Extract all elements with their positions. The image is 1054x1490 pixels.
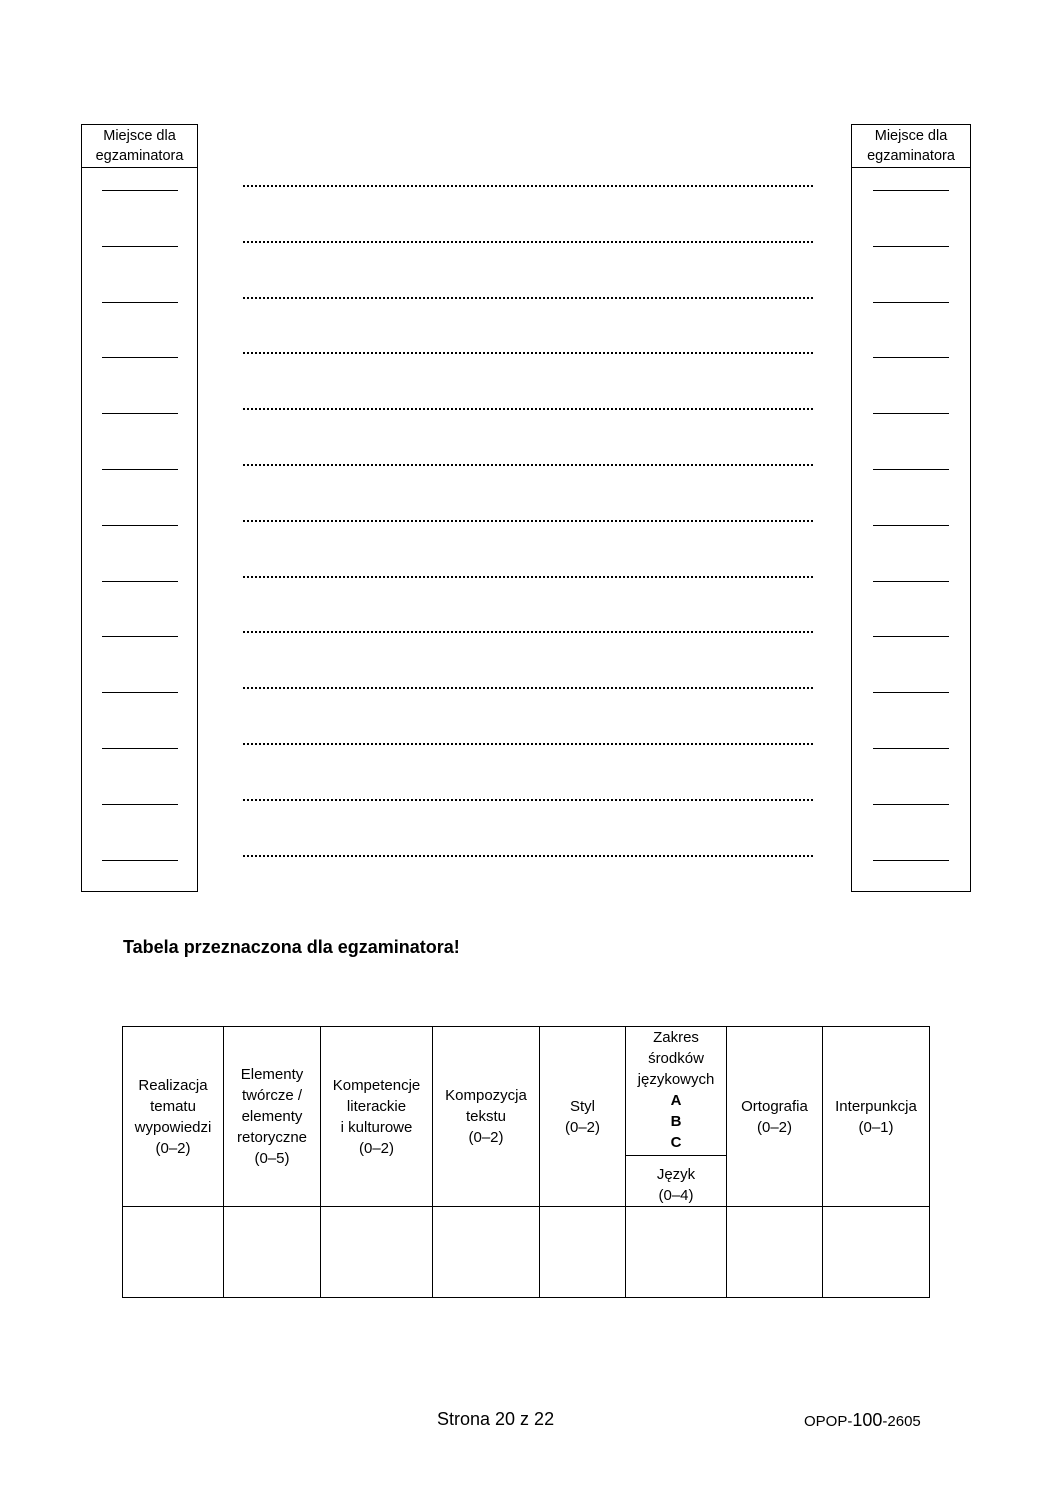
col-ortografia: Ortografia (0–2) [727,1027,823,1207]
score-cell[interactable] [224,1207,321,1298]
answer-dotted-line[interactable] [243,464,813,466]
left-score-line[interactable] [102,581,178,582]
right-score-line[interactable] [873,581,949,582]
score-cell[interactable] [123,1207,224,1298]
section-title: Tabela przeznaczona dla egzaminatora! [123,937,460,957]
right-score-line[interactable] [873,748,949,749]
right-score-line[interactable] [873,302,949,303]
answer-dotted-line[interactable] [243,743,813,745]
answer-dotted-line[interactable] [243,576,813,578]
right-score-line[interactable] [873,357,949,358]
col-styl: Styl (0–2) [540,1027,626,1207]
right-examiner-header [852,125,970,168]
left-examiner-column [81,124,198,892]
left-score-line[interactable] [102,636,178,637]
right-score-line[interactable] [873,636,949,637]
header-line-1: Miejsce dla [874,128,948,144]
exam-code: OPOP-100-2605 [804,1410,921,1430]
answer-dotted-line[interactable] [243,297,813,299]
score-cell[interactable] [433,1207,540,1298]
grading-table [122,1026,930,1298]
left-score-line[interactable] [102,748,178,749]
left-score-line[interactable] [102,469,178,470]
left-score-line[interactable] [102,357,178,358]
left-examiner-header [82,125,197,168]
answer-dotted-line[interactable] [243,855,813,857]
header-line-1: Miejsce dla [103,128,176,144]
grading-score-row [123,1207,930,1298]
answer-dotted-line[interactable] [243,687,813,689]
right-score-line[interactable] [873,469,949,470]
answer-dotted-line[interactable] [243,520,813,522]
answer-dotted-line[interactable] [243,241,813,243]
answer-dotted-line[interactable] [243,185,813,187]
answer-dotted-line[interactable] [243,352,813,354]
grading-header-row [123,1027,930,1207]
score-cell[interactable] [540,1207,626,1298]
right-score-line[interactable] [873,860,949,861]
right-score-line[interactable] [873,246,949,247]
left-score-line[interactable] [102,804,178,805]
left-score-line[interactable] [102,692,178,693]
score-cell[interactable] [727,1207,823,1298]
col-zakres: Zakres środków językowych A B C Język (0–4) [626,1027,727,1207]
score-cell[interactable] [823,1207,930,1298]
answer-dotted-line[interactable] [243,799,813,801]
col-elementy: Elementy twórcze / elementy retoryczne (0–5) [224,1027,321,1207]
abc-labels: A B C [670,1092,682,1151]
header-line-2: egzaminatora [95,148,184,164]
right-score-line[interactable] [873,692,949,693]
right-examiner-column [851,124,971,892]
right-score-line[interactable] [873,525,949,526]
header-line-2: egzaminatora [867,148,955,164]
col-kompetencje: Kompetencje literackie i kulturowe (0–2) [321,1027,433,1207]
right-score-line[interactable] [873,413,949,414]
col-kompozycja: Kompozycja tekstu (0–2) [433,1027,540,1207]
left-score-line[interactable] [102,413,178,414]
left-score-line[interactable] [102,302,178,303]
left-score-line[interactable] [102,246,178,247]
score-cell[interactable] [321,1207,433,1298]
answer-dotted-line[interactable] [243,631,813,633]
left-score-line[interactable] [102,190,178,191]
answer-dotted-line[interactable] [243,408,813,410]
jezyk-subcell: Język (0–4) [626,1155,726,1206]
col-interpunkcja: Interpunkcja (0–1) [823,1027,930,1207]
right-score-line[interactable] [873,190,949,191]
page-number: Strona 20 z 22 [437,1409,555,1429]
left-score-line[interactable] [102,525,178,526]
right-score-line[interactable] [873,804,949,805]
left-score-line[interactable] [102,860,178,861]
col-realizacja: Realizacja tematu wypowiedzi (0–2) [123,1027,224,1207]
score-cell[interactable] [626,1207,727,1298]
